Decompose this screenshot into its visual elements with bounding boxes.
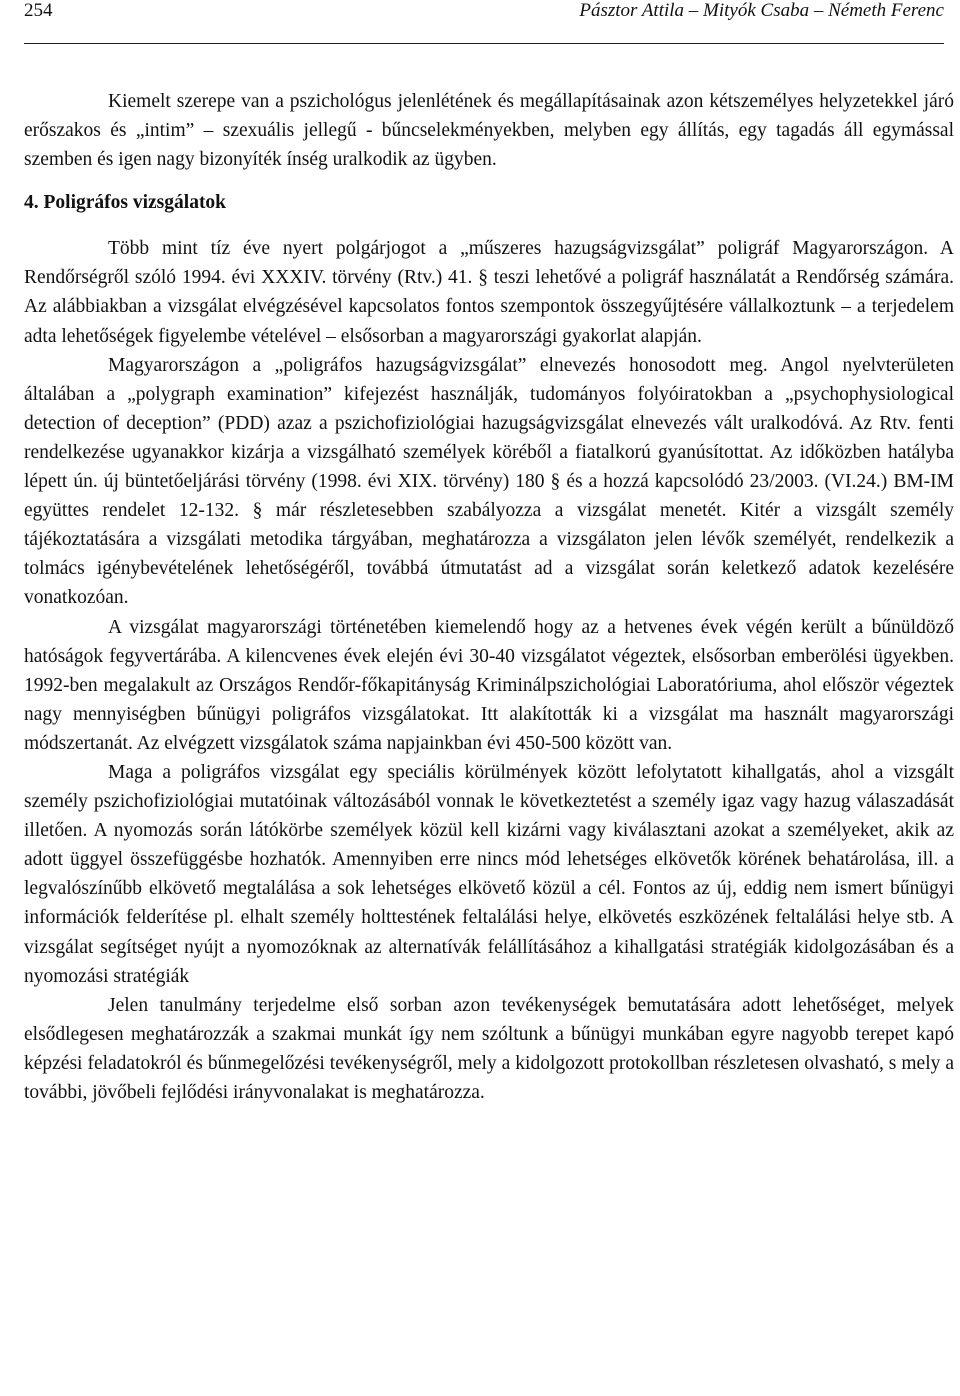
page-body [24,87,954,1107]
section-title: 4. Poligráfos vizsgálatok [24,192,227,214]
header-divider [24,43,944,44]
paragraph-terminology: Magyarországon a „poligráfos hazugságvizsgálat” elnevezés honosodott meg. Angol nyelvterületen általában a „polygraph examination” kifejezést használják, tudományos folyóiratokban a „psychophysiological detection of deception” (PDD) azaz a pszichofiziológiai hazugságvizsgálat elnevezés vált uralkodóvá. Az Rtv. fenti rendelkezése ugyanakkor kizárja a vizsgálható személyek köréből a fiatalkorú gyanúsítottat. Az időközben hatályba lépett ún. új büntetőeljárási törvény (1998. évi XIX. törvény) 180 § és a hozzá kapcsolódó 23/2003. (VI.24.) BM-IM együttes rendelet 12-132. § már részletesebben szabályozza a vizsgálat menetét. Kitér a vizsgált személy tájékoztatására a vizsgálati metodika tárgyában, meghatározza a vizsgálaton jelen lévők személyét, rendelkezik a tolmács igénybevételének lehetőségéről, továbbá útmutatást ad a vizsgálat során keletkező adatok kezelésére vonatkozóan. [24,354,954,609]
paragraph-intro: Kiemelt szerepe van a pszichológus jelenlétének és megállapításainak azon kétszemélyes helyzetekkel járó erőszakos és „intim” – szexuális jellegű - bűncselekményekben, melyben egy állítás, egy tagadás áll egymással szemben és igen nagy bizonyíték ínség uralkodik az ügyben. [24,91,954,171]
running-head: Pásztor Attila – Mityók Csaba – Németh Ferenc [579,0,944,21]
paragraph-hungarian-history: A vizsgálat magyarországi történetében kiemelendő hogy az a hetvenes évek végén került a bűnüldöző hatóságok fegyvertárába. A kilencvenes évek elején évi 30-40 vizsgálatot végeztek, elsősorban emberölési ügyekben. 1992-ben megalakult az Országos Rendőr-főkapitányság Kriminálpszichológiai Laboratóriuma, ahol először végeztek nagy mennyiségben bűnügyi poligráfos vizsgálatokat. Itt alakították ki a vizsgálat ma használt magyarországi módszertanát. Az elvégzett vizsgálatok száma napjainkban évi 450-500 között van. [24,616,954,754]
paragraph-history-legal: Több mint tíz éve nyert polgárjogot a „műszeres hazugságvizsgálat” poligráf Magyarországon. A Rendőrségről szóló 1994. évi XXXIV. törvény (Rtv.) 41. § teszi lehetővé a poligráf használatát a Rendőrség számára. Az alábbiakban a vizsgálat elvégzésével kapcsolatos fontos szempontok összegyűjtésére vállalkoztunk – a terjedelem adta lehetőségek figyelembe vételével – elsősorban a magyarországi gyakorlat alapján. [24,238,954,347]
page-header [24,0,944,40]
paragraph-scope: Jelen tanulmány terjedelme első sorban azon tevékenységek bemutatására adott lehetőséget, melyek elsődlegesen meghatározzák a szakmai munkát így nem szóltunk a bűnügyi munkában egyre nagyobb terepet kapó képzési feladatokról és bűnmegelőzési tevékenységről, mely a kidolgozott protokollban részletesen olvasható, s mely a további, jövőbeli fejlődési irányvonalakat is meghatározza. [24,994,954,1103]
page-number: 254 [24,0,53,21]
paragraph-method: Maga a poligráfos vizsgálat egy speciális körülmények között lefolytatott kihallgatás, ahol a vizsgált személy pszichofiziológiai mutatóinak változásából vonnak le következtetést a személy igaz vagy hazug válaszadását illetően. A nyomozás során látókörbe személyek közül kell kizárni vagy kiválasztani azokat a személyeket, akik az adott üggyel összefüggésbe hozhatók. Amennyiben erre nincs mód lehetséges elkövetők körének behatárolása, ill. a legvalószínűbb elkövető megtalálása a sok lehetséges elkövető közül a cél. Fontos az új, eddig nem ismert bűnügyi információk felderítése pl. elhalt személy holttestének feltalálási helye, elkövetés eszközének feltalálási helye stb. A vizsgálat segítséget nyújt a nyomozóknak az alternatívák felállításához a kihallgatási stratégiák kidolgozásában és a nyomozási stratégiák [24,761,954,987]
